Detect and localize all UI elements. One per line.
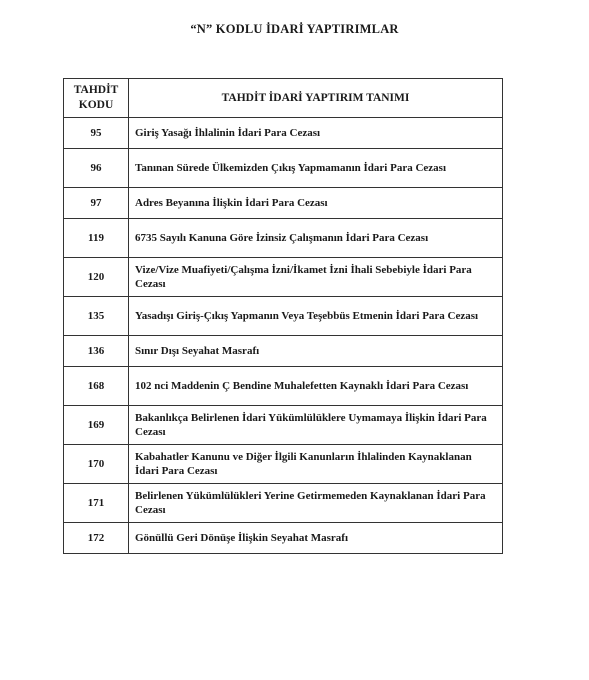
row-code: 119 bbox=[64, 219, 129, 258]
row-description: 102 nci Maddenin Ç Bendine Muhalefetten Kaynaklı İdari Para Cezası bbox=[129, 367, 503, 406]
row-code: 95 bbox=[64, 118, 129, 149]
row-description: Kabahatler Kanunu ve Diğer İlgili Kanunların İhlalinden Kaynaklanan İdari Para Cezası bbox=[129, 445, 503, 484]
row-description: Vize/Vize Muafiyeti/Çalışma İzni/İkamet İzni İhali Sebebiyle İdari Para Cezası bbox=[129, 258, 503, 297]
header-code: TAHDİT KODU bbox=[64, 79, 129, 118]
table-row bbox=[64, 188, 503, 219]
row-code: 96 bbox=[64, 149, 129, 188]
row-code: 136 bbox=[64, 336, 129, 367]
table-row bbox=[64, 118, 503, 149]
header-description: TAHDİT İDARİ YAPTIRIM TANIMI bbox=[129, 79, 503, 118]
table-row bbox=[64, 258, 503, 297]
table-row bbox=[64, 406, 503, 445]
row-code: 171 bbox=[64, 484, 129, 523]
table-row bbox=[64, 445, 503, 484]
table-row bbox=[64, 367, 503, 406]
row-description: Giriş Yasağı İhlalinin İdari Para Cezası bbox=[129, 118, 503, 149]
table-row bbox=[64, 484, 503, 523]
row-description: Gönüllü Geri Dönüşe İlişkin Seyahat Masrafı bbox=[129, 523, 503, 554]
row-description: Tanınan Sürede Ülkemizden Çıkış Yapmamanın İdari Para Cezası bbox=[129, 149, 503, 188]
row-code: 168 bbox=[64, 367, 129, 406]
table-row bbox=[64, 523, 503, 554]
row-description: Bakanlıkça Belirlenen İdari Yükümlülüklere Uymamaya İlişkin İdari Para Cezası bbox=[129, 406, 503, 445]
table-row bbox=[64, 336, 503, 367]
table-row bbox=[64, 297, 503, 336]
row-code: 97 bbox=[64, 188, 129, 219]
row-description: Belirlenen Yükümlülükleri Yerine Getirmemeden Kaynaklanan İdari Para Cezası bbox=[129, 484, 503, 523]
row-description: 6735 Sayılı Kanuna Göre İzinsiz Çalışmanın İdari Para Cezası bbox=[129, 219, 503, 258]
page-title: “N” KODLU İDARİ YAPTIRIMLAR bbox=[190, 22, 399, 36]
sanctions-table bbox=[63, 78, 503, 554]
row-description: Sınır Dışı Seyahat Masrafı bbox=[129, 336, 503, 367]
row-description: Adres Beyanına İlişkin İdari Para Cezası bbox=[129, 188, 503, 219]
row-code: 169 bbox=[64, 406, 129, 445]
table-row bbox=[64, 219, 503, 258]
table-header-row bbox=[64, 79, 503, 118]
row-code: 172 bbox=[64, 523, 129, 554]
row-code: 120 bbox=[64, 258, 129, 297]
row-code: 135 bbox=[64, 297, 129, 336]
table-row bbox=[64, 149, 503, 188]
row-code: 170 bbox=[64, 445, 129, 484]
row-description: Yasadışı Giriş-Çıkış Yapmanın Veya Teşebbüs Etmenin İdari Para Cezası bbox=[129, 297, 503, 336]
